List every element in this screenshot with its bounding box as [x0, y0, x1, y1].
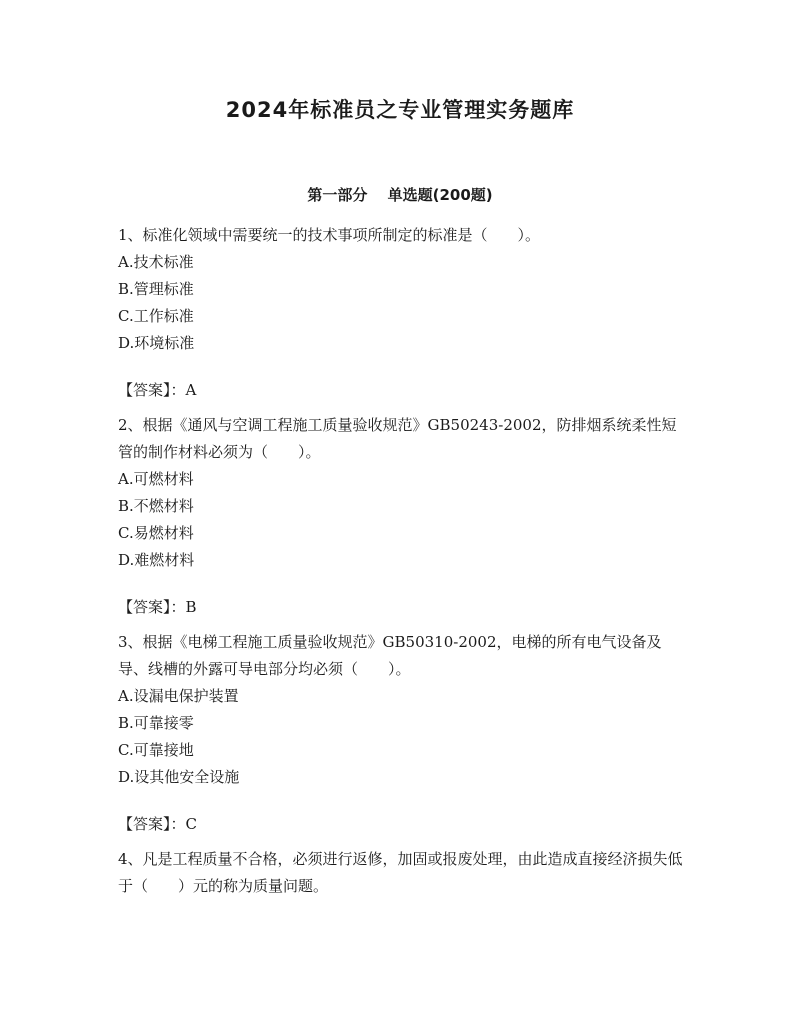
option-c: C.易燃材料	[118, 524, 194, 542]
section-title: 第一部分 单选题(200题)	[307, 186, 493, 204]
question-stem: 1、标准化领域中需要统一的技术事项所制定的标准是（ ）。	[118, 226, 541, 244]
answer-label: 【答案】：C	[118, 815, 197, 833]
option-d: D.难燃材料	[118, 551, 195, 569]
option-a: A.设漏电保护装置	[118, 687, 239, 705]
option-d: D.设其他安全设施	[118, 768, 240, 786]
question-stem: 2、根据《通风与空调工程施工质量验收规范》GB50243-2002，防排烟系统柔性短管的制作材料必须为（ ）。	[118, 416, 677, 461]
question-1	[118, 222, 688, 404]
option-c: C.可靠接地	[118, 741, 194, 759]
question-stem: 3、根据《电梯工程施工质量验收规范》GB50310-2002，电梯的所有电气设备及导、线槽的外露可导电部分均必须（ ）。	[118, 633, 662, 678]
question-3	[118, 629, 688, 838]
question-4	[118, 846, 688, 900]
answer-label: 【答案】：A	[118, 381, 197, 399]
answer-label: 【答案】：B	[118, 598, 197, 616]
option-b: B.管理标准	[118, 280, 194, 298]
question-list	[118, 222, 688, 908]
option-b: B.可靠接零	[118, 714, 194, 732]
document-title: 2024年标准员之专业管理实务题库	[225, 98, 575, 122]
option-d: D.环境标准	[118, 334, 195, 352]
option-a: A.技术标准	[118, 253, 194, 271]
option-a: A.可燃材料	[118, 470, 194, 488]
question-2	[118, 412, 688, 621]
question-stem: 4、凡是工程质量不合格，必须进行返修，加固或报废处理，由此造成直接经济损失低于（ ）元的称为质量问题。	[118, 850, 683, 895]
option-b: B.不燃材料	[118, 497, 194, 515]
option-c: C.工作标准	[118, 307, 194, 325]
